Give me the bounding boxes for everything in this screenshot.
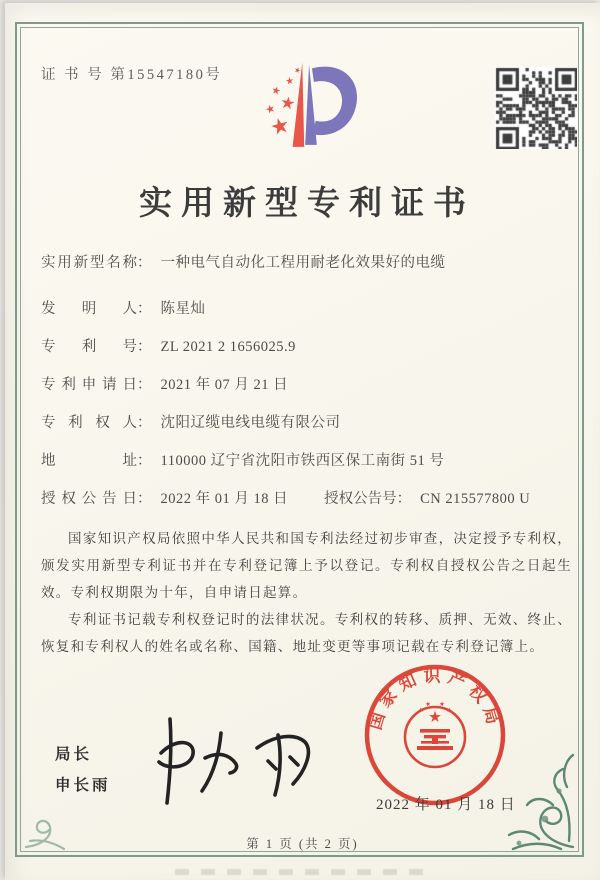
certificate-title: 实用新型专利证书: [139, 186, 475, 222]
field-value: ZL 2021 2 1656025.9: [160, 339, 296, 355]
legal-paragraph-1: 国家知识产权局依照中华人民共和国专利法经过初步审查，决定授予专利权，颁发实用新型专利证书并在专利登记簿上予以登记。专利权自授权公告之日起生效。专利权期限为十年，自申请日起算。: [41, 531, 572, 600]
field-value: 2022 年 01 月 18 日: [160, 491, 289, 507]
field-application-date: 专利申请日 ： 2021 年 07 月 21 日: [41, 373, 572, 394]
field-label: 地址: [41, 453, 137, 469]
logo-p-bowl: [312, 67, 357, 135]
commissioner-signature: [117, 711, 342, 811]
national-emblem-icon: [405, 701, 465, 767]
qr-code: [495, 67, 577, 149]
certificate-fields: [41, 251, 572, 525]
next-page-edge-decoration: [175, 869, 430, 875]
certificate-paper: [5, 3, 600, 880]
svg-text:国家知识产权局: [366, 666, 505, 732]
certificate-number: 证 书 号 第15547180号: [41, 67, 223, 83]
field-label: 授权公告号: [324, 491, 397, 507]
field-value: CN 215577800 U: [420, 491, 531, 507]
field-label: 授权公告日: [41, 491, 137, 507]
seal-ring-text: 国家知识产权局: [365, 666, 505, 733]
field-value: 陈星灿: [160, 301, 206, 317]
legal-paragraph-2: 专利证书记载专利权登记时的法律状况。专利权的转移、质押、无效、终止、恢复和专利权人的姓名或名称、国籍、地址变更等事项记载在专利登记簿上。: [41, 612, 572, 654]
field-value: 一种电气自动化工程用耐老化效果好的电缆: [160, 255, 446, 271]
official-seal: [361, 661, 509, 809]
field-grant-number: 授权公告号 ： CN 215577800 U: [324, 487, 530, 508]
commissioner-block: [55, 739, 111, 801]
field-label: 专利申请日: [41, 377, 137, 393]
field-address: 地址 ： 110000 辽宁省沈阳市铁西区保工南街 51 号: [41, 449, 572, 470]
field-label: 专利号: [41, 339, 137, 355]
field-utility-model-name: 实用新型名称 ： 一种电气自动化工程用耐老化效果好的电缆: [41, 251, 572, 272]
field-patentee: 专利权人 ： 沈阳辽缆电线电缆有限公司: [41, 411, 572, 432]
field-grant-date-and-number: 授权公告日 ： 2022 年 01 月 18 日 授权公告号 ： CN 215577800 U: [41, 487, 572, 508]
cnipa-logo-icon: [248, 55, 374, 167]
field-value: 沈阳辽缆电线电缆有限公司: [160, 415, 341, 431]
seal-date: 2022 年 01 月 18 日: [376, 797, 516, 813]
field-patent-number: 专利号 ： ZL 2021 2 1656025.9: [41, 335, 572, 356]
field-value: 2021 年 07 月 21 日: [160, 377, 289, 393]
field-label: 发明人: [41, 301, 137, 317]
commissioner-title: 局长: [55, 746, 93, 763]
field-label: 实用新型名称: [41, 255, 137, 271]
field-label: 专利权人: [41, 415, 137, 431]
field-value: 110000 辽宁省沈阳市铁西区保工南街 51 号: [160, 453, 445, 469]
page-number: 第 1 页 (共 2 页): [246, 837, 359, 851]
commissioner-name: 申长雨: [55, 777, 111, 794]
field-inventor: 发明人 ： 陈星灿: [41, 297, 572, 318]
legal-text: [41, 525, 572, 660]
logo-red-wedge: [293, 63, 305, 147]
